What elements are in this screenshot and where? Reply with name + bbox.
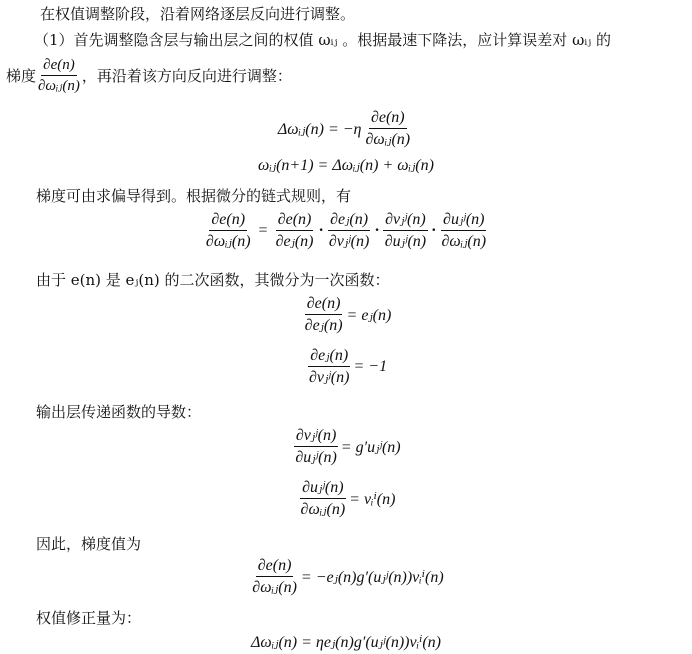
equation-gradient-value — [0, 556, 692, 597]
equation-fraction — [327, 210, 372, 251]
fraction-denominator: ∂uⱼʲ(n) — [384, 233, 427, 250]
equation-fraction — [364, 108, 413, 149]
fraction-denominator: ∂vⱼʲ(n) — [328, 233, 370, 250]
equation-fraction — [204, 210, 253, 251]
equation-fraction — [383, 210, 428, 251]
equation-output-derivative — [0, 346, 692, 387]
fraction-numerator: ∂eⱼ(n) — [308, 346, 350, 367]
paragraph-gradient-value: 因此，梯度值为 — [36, 535, 142, 553]
fraction-numerator: ∂e(n) — [276, 210, 314, 231]
equation-weight-update: ωᵢⱼ(n+1) = Δωᵢⱼ(n) + ωᵢⱼ(n) — [258, 157, 434, 174]
multiply-dot: · — [374, 221, 380, 239]
fraction-denominator: ∂ωᵢⱼ(n) — [205, 233, 251, 250]
fraction-denominator: ∂eⱼ(n) — [304, 317, 343, 334]
paragraph-chain-rule: 梯度可由求偏导得到。根据微分的链式规则，有 — [36, 187, 352, 205]
fraction-denominator: ∂ωᵢⱼ(n) — [252, 579, 297, 596]
paragraph-gradient — [6, 56, 292, 95]
equation-fraction — [274, 210, 316, 251]
equation-fraction — [250, 556, 299, 597]
fraction-numerator: ∂e(n) — [256, 556, 294, 577]
fraction-numerator: ∂uⱼʲ(n) — [441, 210, 486, 231]
equation-fraction — [293, 426, 338, 467]
fraction-numerator: ∂e(n) — [305, 294, 343, 315]
fraction-denominator: ∂ωᵢⱼ(n) — [38, 78, 80, 94]
multiply-dot: · — [318, 221, 324, 239]
fraction-numerator: ∂e(n) — [41, 56, 77, 76]
equals-sign: = — [258, 221, 268, 239]
fraction-numerator: ∂eⱼ(n) — [328, 210, 370, 231]
equation-input-derivative — [0, 478, 692, 519]
fraction-denominator: ∂ωᵢⱼ(n) — [441, 233, 487, 250]
paragraph-intro: 在权值调整阶段，沿着网络逐层反向进行调整。 — [40, 5, 356, 23]
equation-fraction — [439, 210, 488, 251]
equation-fraction — [303, 294, 345, 335]
equation-transfer-derivative — [0, 426, 692, 467]
equation-rhs: = vᵢⁱ(n) — [349, 490, 396, 508]
paragraph-weight-correction: 权值修正量为： — [36, 609, 142, 627]
equation-rhs: = g′uⱼʲ(n) — [340, 438, 401, 456]
equation-rhs: = −1 — [353, 357, 388, 375]
equation-lhs: Δωᵢⱼ(n) = −η — [277, 120, 362, 138]
multiply-dot: · — [431, 221, 437, 239]
fraction-denominator: ∂eⱼ(n) — [275, 233, 314, 250]
fraction-numerator: ∂e(n) — [209, 210, 247, 231]
fraction-numerator: ∂vⱼʲ(n) — [294, 426, 339, 447]
paragraph-transfer-derivative: 输出层传递函数的导数： — [36, 403, 202, 421]
equation-rhs: = −eⱼ(n)g′(uⱼʲ(n))vᵢⁱ(n) — [300, 568, 444, 586]
paragraph-quadratic: 由于 e(n) 是 eⱼ(n) 的二次函数，其微分为一次函数： — [36, 271, 390, 289]
fraction-numerator: ∂uⱼʲ(n) — [300, 478, 345, 499]
equation-chain-rule — [0, 210, 692, 251]
equation-fraction — [299, 478, 348, 519]
fraction-numerator: ∂vⱼʲ(n) — [383, 210, 428, 231]
fraction-denominator: ∂ωᵢⱼ(n) — [300, 501, 346, 518]
gradient-suffix: ，再沿着该方向反向进行调整： — [81, 66, 292, 85]
fraction-denominator: ∂ωᵢⱼ(n) — [365, 131, 411, 148]
paragraph-step1: （1）首先调整隐含层与输出层之间的权值 ωᵢⱼ 。根据最速下降法，应计算误差对 ωᵢⱼ 的 — [34, 31, 612, 49]
equation-error-derivative — [0, 294, 692, 335]
gradient-fraction — [36, 56, 82, 95]
equation-rhs: = eⱼ(n) — [346, 306, 392, 324]
fraction-numerator: ∂e(n) — [369, 108, 407, 129]
fraction-denominator: ∂vⱼʲ(n) — [308, 369, 350, 386]
equation-weight-delta — [0, 108, 692, 149]
fraction-denominator: ∂uⱼʲ(n) — [295, 449, 337, 466]
gradient-prefix: 梯度 — [6, 66, 37, 85]
equation-fraction — [307, 346, 352, 387]
equation-weight-correction: Δωᵢⱼ(n) = ηeⱼ(n)g′(uⱼʲ(n))vᵢⁱ(n) — [251, 634, 441, 651]
